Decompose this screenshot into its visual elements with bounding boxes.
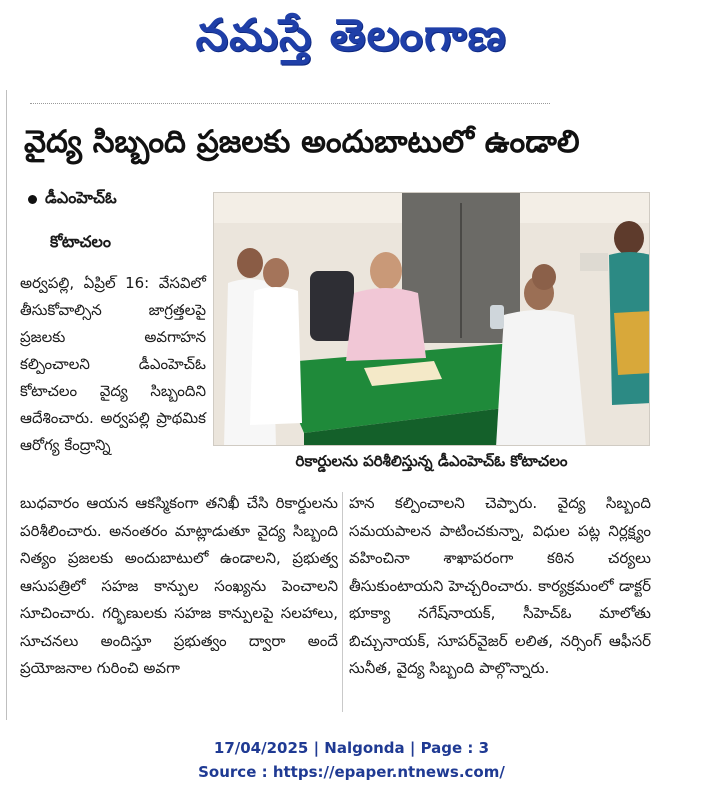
clipping-top-edge — [30, 92, 550, 104]
byline — [28, 188, 117, 211]
byline-place: కోటాచలం — [50, 232, 111, 251]
page-edge-rule — [6, 90, 7, 720]
footer-source-line: Source : https://epaper.ntnews.com/ — [198, 763, 505, 781]
column-divider — [342, 492, 343, 712]
article-headline: వైద్య సిబ్బంది ప్రజలకు అందుబాటులో ఉండాలి — [24, 124, 580, 160]
article-photo — [213, 192, 650, 446]
officer-head — [370, 252, 402, 290]
masthead-title: నమస్తే తెలంగాణ — [195, 10, 508, 61]
masthead — [0, 0, 703, 82]
bullet-icon — [28, 195, 37, 204]
chair-shape — [310, 271, 354, 341]
article-body-right: హన కల్పించాలని చెప్పారు. వైద్య సిబ్బంది సమయపాలన పాటించకున్నా, విధుల పట్ల నిర్లక్ష్యం వహించినా శాఖాపరంగా కఠిన చర్యలు తీసుకుంటాయని హెచ్చరించారు. కార్యక్రమంలో డాక్టర్ భూక్యా నగేష్‌నాయక్, సీహెచ్ఓ మాలోతు బిచ్చునాయక్, సూపర్‌వైజర్ లలిత, నర్సింగ్ ఆఫీసర్ సునీత, వైద్య సిబ్బంది పాల్గొన్నారు. — [349, 494, 651, 677]
photo-illustration — [214, 193, 650, 446]
article-lead: అర్వపల్లి, ఏప్రిల్ 16: వేసవిలో తీసుకోవాల్సిన జాగ్రత్తలపై ప్రజలకు అవగాహన కల్పించాలని డీఎంహెచ్ఓ కోటాచలం వైద్య సిబ్బందిని ఆదేశించారు. అర్వపల్లి ప్రాథమిక ఆరోగ్య కేంద్రాన్ని — [20, 274, 206, 454]
photo-caption: రికార్డులను పరిశీలిస్తున్న డీఎంహెచ్ఓ కోటాచలం — [295, 452, 568, 470]
article-lead-column — [20, 270, 206, 459]
byline-text: డీఎంహెచ్ఓ — [45, 188, 117, 207]
article-body-left: బుధవారం ఆయన ఆకస్మికంగా తనిఖీ చేసి రికార్డులను పరిశీలించారు. అనంతరం మాట్లాడుతూ వైద్య సిబ్బంది నిత్యం ప్రజలకు అందుబాటులో ఉండాలని, ప్రభుత్వ ఆసుపత్రిలో సహజ కాన్పుల సంఖ్యను పెంచాలని సూచించారు. గర్భిణులకు సహజ కాన్పులపై సలహాలు, సూచనలు అందిస్తూ ప్రభుత్వం ద్వారా అందే ప్రయోజనాల గురించి అవగా — [20, 494, 338, 677]
footer-date-line: 17/04/2025 | Nalgonda | Page : 3 — [213, 739, 490, 757]
